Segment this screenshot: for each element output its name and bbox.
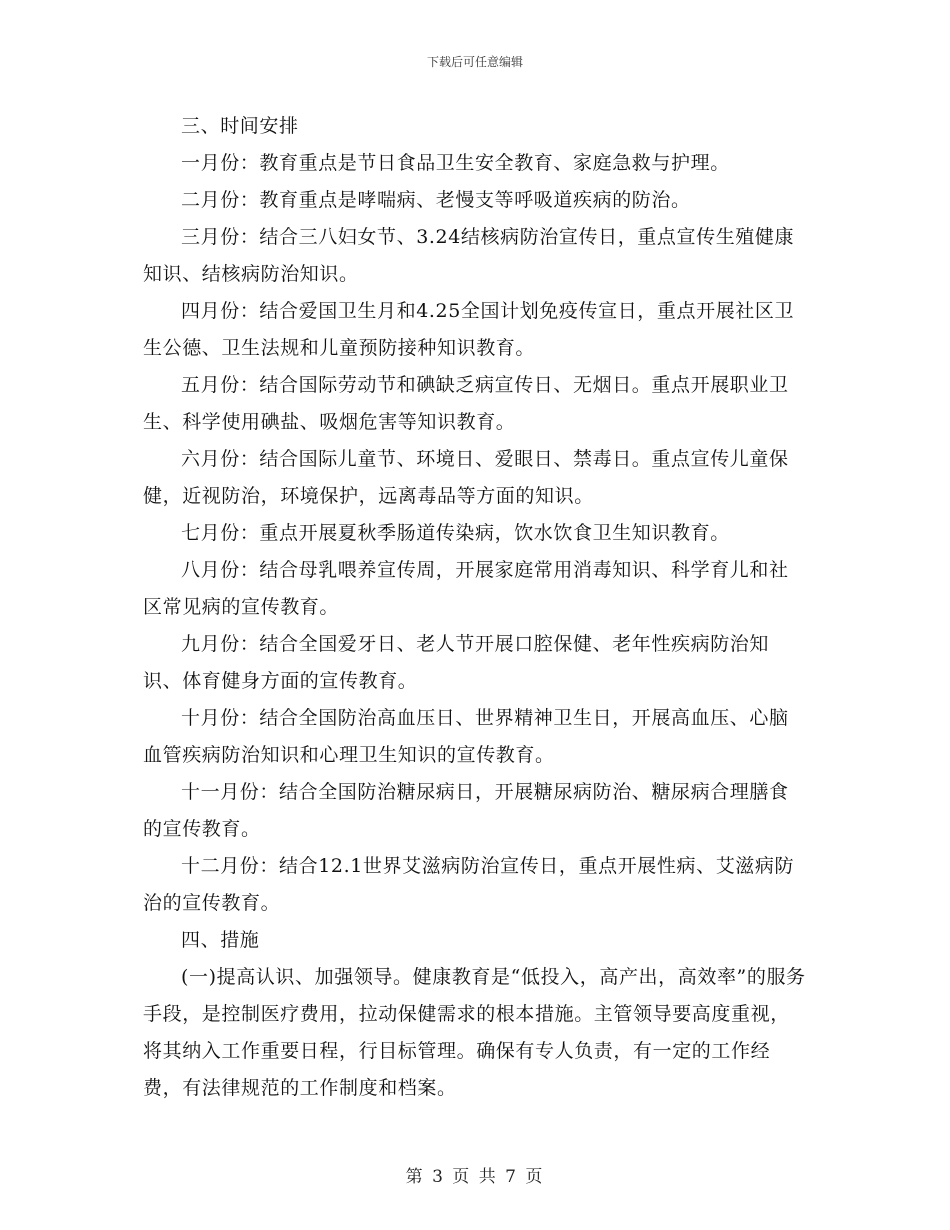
paragraph-measure-1: (一)提高认识、加强领导。健康教育是“低投入，高产出，高效率”的服务手段，是控制医疗费用，拉动保健需求的根本措施。主管领导要高度重视，将其纳入工作重要日程，行目标管理。确保有专人负责，有一定的工作经费，有法律规范的工作制度和档案。 — [143, 966, 806, 1099]
page-header: 下载后可任意编辑 — [426, 55, 523, 69]
paragraph-june: 六月份：结合国际儿童节、环境日、爱眼日、禁毒日。重点宣传儿童保健，近视防治，环境保护，远离毒品等方面的知识。 — [143, 448, 789, 507]
document-body — [143, 108, 808, 1107]
section-heading-schedule: 三、时间安排 — [181, 115, 299, 137]
paragraph-may: 五月份：结合国际劳动节和碘缺乏病宣传日、无烟日。重点开展职业卫生、科学使用碘盐、吸烟危害等知识教育。 — [143, 374, 789, 433]
paragraph-september: 九月份：结合全国爱牙日、老人节开展口腔保健、老年性疾病防治知识、体育健身方面的宣传教育。 — [143, 633, 770, 692]
paragraph-october: 十月份：结合全国防治高血压日、世界精神卫生日，开展高血压、心脑血管疾病防治知识和心理卫生知识的宣传教育。 — [143, 707, 789, 766]
paragraph-july: 七月份：重点开展夏秋季肠道传染病，饮水饮食卫生知识教育。 — [181, 522, 730, 544]
paragraph-february: 二月份：教育重点是哮喘病、老慢支等呼吸道疾病的防治。 — [181, 189, 691, 211]
paragraph-august: 八月份：结合母乳喂养宣传周，开展家庭常用消毒知识、科学育儿和社区常见病的宣传教育。 — [143, 559, 789, 618]
paragraph-march: 三月份：结合三八妇女节、3.24结核病防治宣传日，重点宣传生殖健康知识、结核病防治知识。 — [143, 226, 795, 285]
paragraph-november: 十一月份：结合全国防治糖尿病日，开展糖尿病防治、糖尿病合理膳食的宣传教育。 — [143, 781, 789, 840]
page-footer: 第 3 页 共 7 页 — [405, 1167, 545, 1187]
paragraph-december: 十二月份：结合12.1世界艾滋病防治宣传日，重点开展性病、艾滋病防治的宣传教育。 — [143, 855, 795, 914]
paragraph-january: 一月份：教育重点是节日食品卫生安全教育、家庭急救与护理。 — [181, 152, 730, 174]
paragraph-april: 四月份：结合爱国卫生月和4.25全国计划免疫传宣日，重点开展社区卫生公德、卫生法规和儿童预防接种知识教育。 — [143, 300, 795, 359]
section-heading-measures: 四、措施 — [181, 929, 260, 951]
